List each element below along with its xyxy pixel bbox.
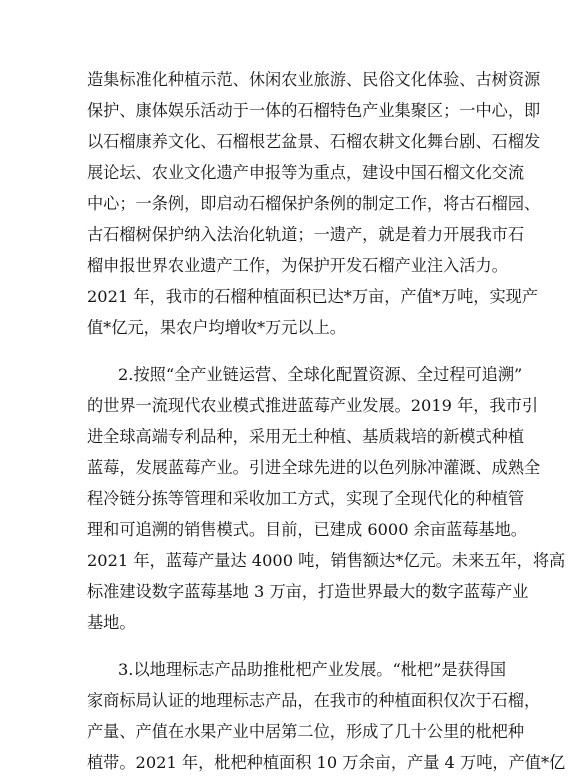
paragraph-2-line-2: 的世界一流现代农业模式推进蓝莓产业发展。2019 年，我市引 [87, 396, 539, 415]
paragraph-1-line-9: 值*亿元，果农户均增收*万元以上。 [87, 318, 346, 337]
paragraph-2-line-8: 标准建设数字蓝莓基地 3 万亩，打造世界最大的数字蓝莓产业 [87, 582, 529, 601]
paragraph-1-line-4: 展论坛、农业文化遗产申报等为重点，建设中国石榴文化交流 [87, 163, 525, 182]
paragraph-1-line-2: 保护、康体娱乐活动于一体的石榴特色产业集聚区；一中心，即 [87, 101, 541, 120]
paragraph-2-line-5: 程冷链分拣等管理和采收加工方式，实现了全现代化的种植管 [87, 489, 525, 508]
paragraph-1-line-8: 2021 年，我市的石榴种植面积已达*万亩，产值*万吨，实现产 [87, 287, 539, 306]
paragraph-1-line-5: 中心；一条例，即启动石榴保护条例的制定工作，将古石榴园、 [87, 194, 541, 213]
paragraph-2-line-4: 蓝莓，发展蓝莓产业。引进全球先进的以色列脉冲灌溉、成熟全 [87, 458, 541, 477]
paragraph-3-line-3: 产量、产值在水果产业中居第二位，形成了几十公里的枇杷种 [87, 722, 525, 741]
paragraph-1-line-7: 榴申报世界农业遗产工作，为保护开发石榴产业注入活力。 [87, 256, 508, 275]
paragraph-2-line-9: 基地。 [87, 613, 136, 632]
paragraph-1-line-1: 造集标准化种植示范、休闲农业旅游、民俗文化体验、古树资源 [87, 70, 541, 89]
paragraph-2-line-7: 2021 年，蓝莓产量达 4000 吨，销售额达*亿元。未来五年，将高 [87, 551, 566, 570]
paragraph-3-line-1: 3.以地理标志产品助推枇杷产业发展。“枇杷”是获得国 [118, 660, 507, 679]
paragraph-1-line-3: 以石榴康养文化、石榴根艺盆景、石榴农耕文化舞台剧、石榴发 [87, 132, 541, 151]
paragraph-1-line-6: 古石榴树保护纳入法治化轨道；一遗产，就是着力开展我市石 [87, 225, 525, 244]
paragraph-2-line-6: 理和可追溯的销售模式。目前，已建成 6000 余亩蓝莓基地。 [87, 520, 527, 539]
paragraph-3-line-4: 植带。2021 年，枇杷种植面积 10 万余亩，产量 4 万吨，产值*亿 [87, 753, 566, 772]
paragraph-3-line-2: 家商标局认证的地理标志产品，在我市的种植面积仅次于石榴， [87, 691, 541, 710]
paragraph-2-line-3: 进全球高端专利品种，采用无土种植、基质栽培的新模式种植 [87, 427, 525, 446]
paragraph-2-line-1: 2.按照“全产业链运营、全球化配置资源、全过程可追溯” [118, 365, 523, 384]
